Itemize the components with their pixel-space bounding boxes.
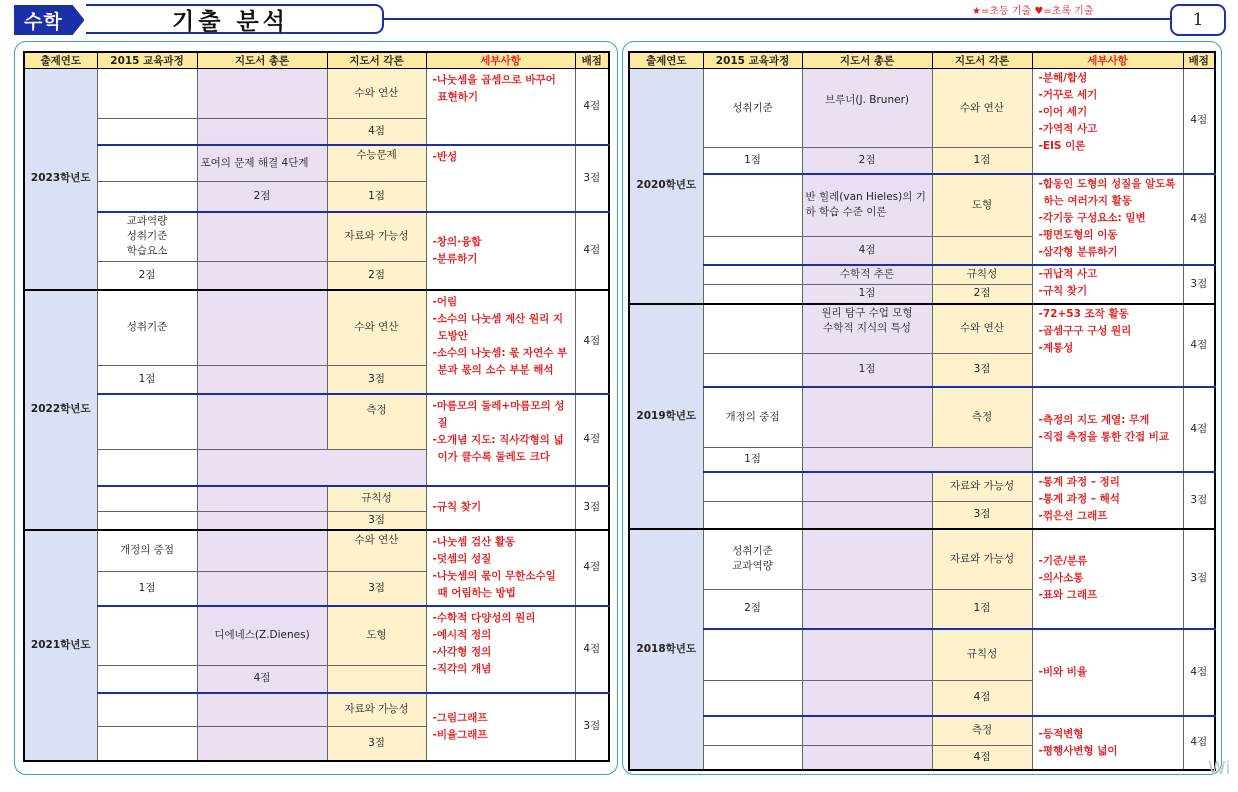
detail-line: -오개념 지도: 직사각형의 넓이가 클수록 둘레도 크다 (432, 433, 564, 463)
cell: 1점 (802, 284, 932, 304)
cell (97, 182, 197, 212)
detail-line: -그림그래프 (432, 711, 488, 724)
cell (802, 387, 932, 448)
score-cell: 4점 (575, 394, 609, 486)
score-cell: 4점 (575, 212, 609, 290)
cell: 브루너(J. Bruner) (802, 69, 932, 148)
detail-line: -반성 (432, 150, 458, 163)
col-detail: 세부사항 (1032, 52, 1183, 69)
cell (197, 290, 327, 366)
col-particular: 지도서 각론 (932, 52, 1032, 69)
cell (197, 727, 327, 761)
cell (97, 119, 197, 145)
cell: 3점 (327, 512, 426, 530)
cell (703, 354, 802, 387)
year-cell: 2023학년도 (24, 69, 97, 290)
cell (703, 237, 802, 265)
table-row (629, 174, 1215, 237)
col-overview: 지도서 총론 (197, 52, 327, 69)
cell (97, 693, 197, 727)
cell (802, 629, 932, 681)
detail-cell (426, 693, 575, 761)
detail-line: -예시적 정의 (432, 628, 492, 641)
cell: 도형 (327, 606, 426, 666)
cell: 자료와 가능성 (932, 472, 1032, 502)
header-divider (384, 18, 1172, 20)
score-cell: 3점 (575, 486, 609, 530)
detail-line: -평면도형의 이동 (1038, 228, 1118, 241)
cell (703, 681, 802, 716)
detail-line: -EIS 이론 (1038, 140, 1086, 152)
table-row (24, 145, 609, 182)
score-cell: 4점 (1183, 629, 1215, 716)
detail-line: -의사소통 (1038, 572, 1084, 584)
cell: 1점 (802, 354, 932, 387)
score-cell: 4점 (575, 530, 609, 606)
col-score: 배점 (575, 52, 609, 69)
cell: 3점 (932, 502, 1032, 529)
cell (802, 502, 932, 529)
detail-cell (1032, 387, 1183, 472)
detail-line: -거꾸로 세기 (1038, 89, 1098, 101)
cell: 수와 연산 (327, 530, 426, 572)
detail-line: -표와 그래프 (1038, 589, 1098, 601)
year-cell: 2022학년도 (24, 290, 97, 530)
detail-line: -마름모의 둘레+마름모의 성질 (432, 399, 565, 429)
legend: ★=초등 기출 ♥=초록 기출 (972, 6, 1094, 17)
detail-cell (1032, 629, 1183, 716)
detail-line: -평행사변형 넓이 (1038, 744, 1118, 757)
page-title: 기출 분석 (172, 9, 289, 35)
col-detail: 세부사항 (426, 52, 575, 69)
cell: 도형 (932, 174, 1032, 237)
left-panel (14, 41, 618, 775)
right-panel (622, 41, 1222, 775)
cell: 성취기준 (97, 290, 197, 366)
table-row (629, 304, 1215, 354)
col-curriculum: 2015 교육과정 (97, 52, 197, 69)
table-row (629, 629, 1215, 681)
cell: 자료와 가능성 (932, 529, 1032, 590)
cell: 3점 (327, 366, 426, 394)
cell: 자료와 가능성 (327, 212, 426, 262)
detail-cell (1032, 265, 1183, 304)
col-curriculum: 2015 교육과정 (703, 52, 802, 69)
table-header-row (629, 52, 1215, 69)
cell (327, 666, 426, 693)
score-cell: 4점 (1183, 716, 1215, 770)
cell: 자료와 가능성 (327, 693, 426, 727)
cell: 반 힐레(van Hieles)의 기하 학습 수준 이론 (802, 174, 932, 237)
cell (97, 606, 197, 666)
detail-line: -나눗셈을 곱셈으로 바꾸어 표현하기 (432, 74, 556, 103)
year-cell: 2020학년도 (629, 69, 703, 304)
detail-line: -소수의 나눗셈: 몫 자연수 부분과 몫의 소수 부분 해석 (432, 346, 568, 376)
cell (97, 450, 197, 486)
score-cell: 3점 (1183, 265, 1215, 304)
cell: 3점 (327, 727, 426, 761)
cell: 2점 (97, 262, 197, 290)
cell (703, 502, 802, 529)
score-cell: 4점 (1183, 174, 1215, 265)
detail-line: -꺾은선 그래프 (1038, 509, 1108, 522)
cell (802, 590, 932, 629)
cell (97, 486, 197, 512)
table-row (24, 606, 609, 666)
cell: 2점 (932, 284, 1032, 304)
cell: 2점 (327, 262, 426, 290)
score-cell: 4점 (575, 606, 609, 693)
cell: 수와 연산 (932, 304, 1032, 354)
cell (197, 693, 327, 727)
detail-cell (426, 145, 575, 212)
table-row (24, 290, 609, 366)
detail-line: -직각의 개념 (432, 662, 492, 675)
detail-line: -귀납적 사고 (1038, 267, 1098, 280)
cell: 4점 (327, 119, 426, 145)
cell: 4점 (802, 237, 932, 265)
cell: 수와 연산 (932, 69, 1032, 148)
cell: 측정 (327, 394, 426, 450)
exam-table-right (628, 51, 1216, 771)
cell: 2점 (703, 590, 802, 629)
table-row (24, 693, 609, 727)
cell: 1점 (97, 572, 197, 606)
detail-cell (1032, 69, 1183, 174)
score-cell: 4점 (1183, 387, 1215, 472)
cell: 수와 연산 (327, 290, 426, 366)
cell (703, 174, 802, 237)
col-particular: 지도서 각론 (327, 52, 426, 69)
cell (703, 629, 802, 681)
cell (97, 394, 197, 450)
cell (703, 265, 802, 285)
cell (97, 69, 197, 119)
cell (197, 69, 327, 119)
cell (197, 262, 327, 290)
cell: 4점 (932, 681, 1032, 716)
detail-cell (426, 290, 575, 394)
score-cell: 3점 (575, 145, 609, 212)
cell: 4점 (932, 746, 1032, 770)
table-row (629, 716, 1215, 746)
detail-cell (426, 394, 575, 486)
cell: 1점 (932, 148, 1032, 174)
table-row (24, 486, 609, 512)
detail-cell (426, 486, 575, 530)
cell (703, 304, 802, 354)
cell (802, 681, 932, 716)
detail-line: -나눗셈의 몫이 무한소수일 때 어림하는 방법 (432, 569, 556, 599)
detail-line: -창의·융합 (432, 235, 482, 248)
cell: 3점 (932, 354, 1032, 387)
year-cell: 2019학년도 (629, 304, 703, 529)
table-row (24, 212, 609, 262)
detail-line: -삼각형 분류하기 (1038, 245, 1118, 258)
page-number: 1 (1170, 4, 1226, 36)
cell: 1점 (703, 448, 802, 472)
cell (197, 572, 327, 606)
detail-line: -사각형 정의 (432, 645, 492, 658)
watermark-text: Wi (1208, 758, 1231, 779)
detail-line: -비와 비율 (1038, 665, 1088, 678)
cell (197, 450, 426, 486)
table-row (629, 472, 1215, 502)
cell (197, 530, 327, 572)
cell: 1점 (932, 590, 1032, 629)
cell: 3점 (327, 572, 426, 606)
cell: 1점 (327, 182, 426, 212)
detail-line: -어림 (432, 295, 458, 308)
cell (97, 727, 197, 761)
col-score: 배점 (1183, 52, 1215, 69)
table-header-row (24, 52, 609, 69)
cell (802, 716, 932, 746)
detail-line: -소수의 나눗셈 계산 원리 지도방안 (432, 312, 564, 342)
cell: 2점 (197, 182, 327, 212)
cell (703, 716, 802, 746)
detail-line: -비율그래프 (432, 728, 488, 741)
detail-cell (426, 212, 575, 290)
detail-cell (426, 530, 575, 606)
cell: 4점 (197, 666, 327, 693)
score-cell: 4점 (575, 290, 609, 394)
col-overview: 지도서 총론 (802, 52, 932, 69)
detail-line: -등적변형 (1038, 727, 1084, 740)
cell: 1점 (97, 366, 197, 394)
table-row (24, 530, 609, 572)
detail-cell (1032, 472, 1183, 529)
cell: 규칙성 (327, 486, 426, 512)
cell: 성취기준 (703, 69, 802, 148)
cell (703, 472, 802, 502)
detail-cell (1032, 716, 1183, 770)
cell: 1점 (703, 148, 802, 174)
cell: 측정 (932, 387, 1032, 448)
detail-line: -덧셈의 성질 (432, 552, 492, 565)
detail-cell (426, 606, 575, 693)
score-cell: 3점 (1183, 529, 1215, 629)
cell: 수능문제 (327, 145, 426, 182)
score-cell: 4점 (1183, 304, 1215, 387)
cell (802, 529, 932, 590)
cell: 디에네스(Z.Dienes) (197, 606, 327, 666)
cell: 교과역량 성취기준 학습요소 (97, 212, 197, 262)
cell (197, 366, 327, 394)
cell (197, 512, 327, 530)
col-year: 출제연도 (629, 52, 703, 69)
detail-line: -나눗셈 검산 활동 (432, 535, 516, 548)
cell: 수학적 추론 (802, 265, 932, 285)
cell (97, 666, 197, 693)
cell: 원리 탐구 수업 모형 수학적 지식의 특성 (802, 304, 932, 354)
detail-line: -곱셈구구 구성 원리 (1038, 324, 1132, 337)
year-cell: 2021학년도 (24, 530, 97, 761)
detail-line: -직접 측정을 통한 간접 비교 (1038, 431, 1170, 443)
table-row (629, 69, 1215, 148)
cell: 개정의 중점 (97, 530, 197, 572)
subject-badge (14, 5, 84, 35)
table-row (24, 394, 609, 450)
detail-line: -가역적 사고 (1038, 123, 1098, 135)
detail-line: -이어 세기 (1038, 106, 1088, 118)
detail-line: -계통성 (1038, 341, 1074, 354)
detail-cell (1032, 304, 1183, 387)
detail-cell (1032, 529, 1183, 629)
cell: 성취기준 교과역량 (703, 529, 802, 590)
score-cell: 4점 (1183, 69, 1215, 174)
detail-line: -합동인 도형의 성질을 알도록 하는 여러가지 활동 (1038, 177, 1176, 207)
detail-line: -각기둥 구성요소: 밑변 (1038, 211, 1146, 224)
cell: 2점 (802, 148, 932, 174)
year-cell: 2018학년도 (629, 529, 703, 770)
cell (97, 145, 197, 182)
cell (97, 512, 197, 530)
detail-line: -규칙 찾기 (432, 501, 482, 513)
page-header (0, 0, 1238, 40)
detail-line: -수학적 다양성의 원리 (432, 611, 536, 624)
cell: 수와 연산 (327, 69, 426, 119)
score-cell: 3점 (1183, 472, 1215, 529)
cell: 포여의 문제 해결 4단계 (197, 145, 327, 182)
cell (802, 746, 932, 770)
detail-cell (426, 69, 575, 145)
detail-line: -분해/합성 (1038, 72, 1088, 84)
table-row (629, 265, 1215, 285)
cell: 규칙성 (932, 629, 1032, 681)
cell (197, 212, 327, 262)
detail-cell (1032, 174, 1183, 265)
cell (197, 119, 327, 145)
detail-line: -통계 과정 – 해석 (1038, 492, 1120, 505)
cell (802, 472, 932, 502)
cell: 개정의 중점 (703, 387, 802, 448)
col-year: 출제연도 (24, 52, 97, 69)
subject-label: 수학 (24, 11, 63, 33)
cell (802, 448, 1032, 472)
score-cell: 4점 (575, 69, 609, 145)
detail-line: -규칙 찾기 (1038, 284, 1088, 297)
score-cell: 3점 (575, 693, 609, 761)
table-row (629, 387, 1215, 448)
cell (703, 746, 802, 770)
cell: 측정 (932, 716, 1032, 746)
cell (932, 237, 1032, 265)
detail-line: -통계 과정 – 정리 (1038, 475, 1120, 488)
cell (703, 284, 802, 304)
cell (197, 394, 327, 450)
detail-line: -72+53 조작 활동 (1038, 307, 1129, 320)
detail-line: -기준/분류 (1038, 555, 1088, 567)
exam-table-left (23, 51, 610, 762)
cell (197, 486, 327, 512)
cell: 규칙성 (932, 265, 1032, 285)
table-row (24, 69, 609, 119)
table-row (629, 529, 1215, 590)
detail-line: -측정의 지도 계열: 무게 (1038, 414, 1150, 426)
detail-line: -분류하기 (432, 252, 478, 265)
